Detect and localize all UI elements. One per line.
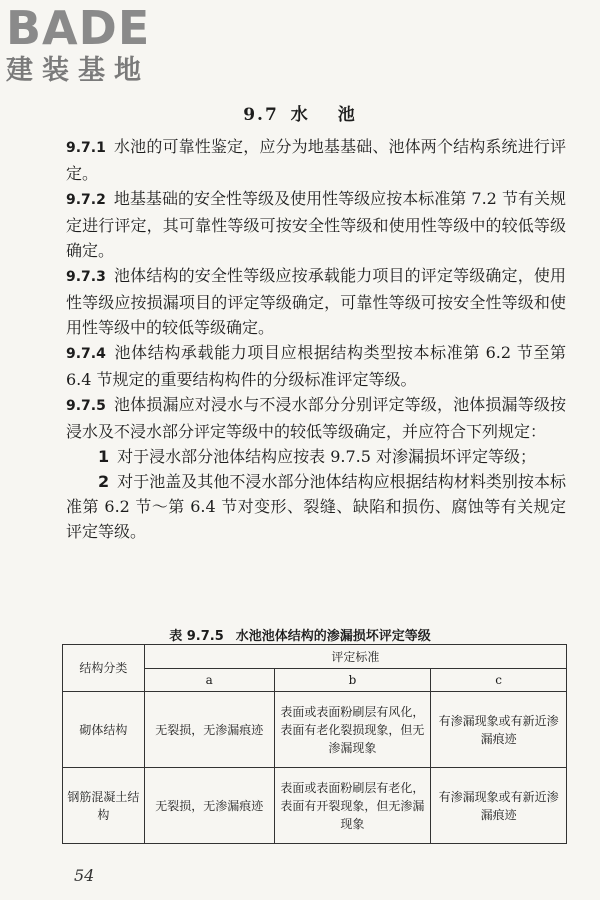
clause-number: 9.7.3 [66,269,106,285]
row-grade-c: 有渗漏现象或有新近渗漏痕迹 [431,692,567,768]
publisher-logo [6,1,176,88]
clause-text: 池体结构的安全性等级应按承载能力项目的评定等级确定，使用性等级应按损漏项目的评定等级确定，可靠性等级可按安全性等级和使用性等级中的较低等级确定。 [66,266,566,337]
page-number: 54 [74,866,95,885]
clause-text: 地基基础的安全性等级及使用性等级应按本标准第 7.2 节有关规定进行评定，其可靠性等级可按安全性等级和使用性等级中的较低等级确定。 [66,189,566,260]
header-grade-b: b [274,669,431,692]
item-number: 2 [98,472,110,491]
clause-number: 9.7.1 [66,140,106,156]
header-grade-c: c [431,669,567,692]
table-row [63,692,567,768]
clause [66,263,566,340]
row-category: 钢筋混凝土结构 [63,768,145,844]
table-caption [0,625,600,644]
table-number: 表 9.7.5 [169,629,224,644]
clause [66,134,566,186]
item-text: 对于浸水部分池体结构应按表 9.7.5 对渗漏损坏评定等级； [117,447,537,466]
row-category: 砌体结构 [63,692,145,768]
clause-text: 池体损漏应对浸水与不浸水部分分别评定等级，池体损漏等级按浸水及不浸水部分评定等级中的较低等级确定，并应符合下列规定： [66,395,566,441]
row-grade-a: 无裂损，无渗漏痕迹 [144,768,274,844]
section-title-part2: 池 [337,105,357,125]
table-row [63,768,567,844]
header-criteria: 评定标准 [144,645,566,669]
row-grade-b: 表面或表面粉刷层有老化，表面有开裂现象，但无渗漏现象 [274,768,431,844]
section-number: 9.7 [243,105,279,125]
clause-number: 9.7.4 [66,346,106,362]
section-title [0,100,600,125]
header-grade-a: a [144,669,274,692]
leakage-grading-table [62,644,567,844]
row-grade-a: 无裂损，无渗漏痕迹 [144,692,274,768]
clause-text: 水池的可靠性鉴定，应分为地基基础、池体两个结构系统进行评定。 [66,137,566,183]
logo-wordmark: BADE [6,1,151,55]
clause [66,392,566,444]
row-grade-c: 有渗漏现象或有新近渗漏痕迹 [431,768,567,844]
table-title: 水池池体结构的渗漏损坏评定等级 [235,629,431,644]
logo-chinese-name: 建装基地 [6,55,150,86]
list-item [66,444,566,469]
clause-text: 池体结构承载能力项目应根据结构类型按本标准第 6.2 节至第 6.4 节规定的重要结构构件的分级标准评定等级。 [66,343,566,389]
clause-number: 9.7.5 [66,398,106,414]
clause [66,186,566,263]
clause-number: 9.7.2 [66,192,106,208]
header-category: 结构分类 [63,645,145,692]
clause [66,340,566,392]
section-body [66,134,566,544]
list-item [66,469,566,544]
section-title-part1: 水 [290,105,310,125]
item-number: 1 [98,447,110,466]
row-grade-b: 表面或表面粉刷层有风化，表面有老化裂损现象，但无渗漏现象 [274,692,431,768]
item-text: 对于池盖及其他不浸水部分池体结构应根据结构材料类别按本标准第 6.2 节～第 6.4 节对变形、裂缝、缺陷和损伤、腐蚀等有关规定评定等级。 [66,472,566,541]
